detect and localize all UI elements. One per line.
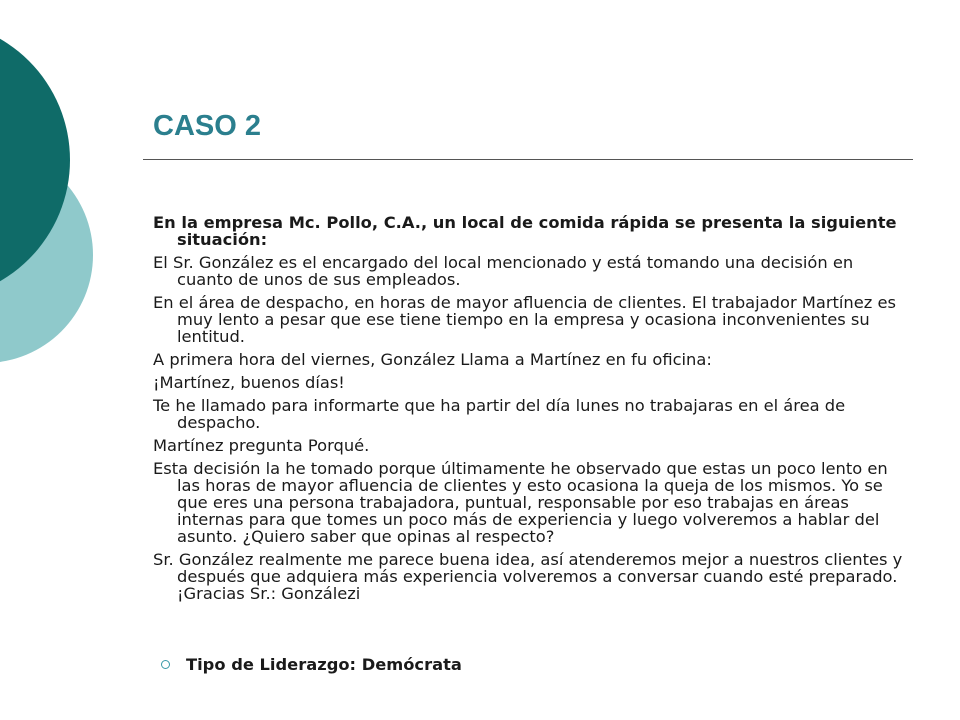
bullet-text: Tipo de Liderazgo: Demócrata [186,655,462,674]
bullet-item [161,655,462,674]
body-paragraph: El Sr. González es el encargado del local mencionado y está tomando una decisión en cuanto de unos de sus empleados. [153,253,854,289]
body-paragraph: Te he llamado para informarte que ha partir del día lunes no trabajaras en el área de despacho. [153,396,846,432]
body-paragraph: En el área de despacho, en horas de mayor afluencia de clientes. El trabajador Martínez es muy lento a pesar que ese tiene tiempo en la empresa y ocasiona inconvenientes su lentitud. [153,293,896,346]
body-paragraph: ¡Martínez, buenos días! [153,373,345,392]
circle-bullet-icon [161,660,170,669]
body-paragraph: A primera hora del viernes, González Llama a Martínez en fu oficina: [153,350,712,369]
body-paragraph: En la empresa Mc. Pollo, C.A., un local de comida rápida se presenta la siguiente situación: [153,213,897,249]
slide-title: CASO 2 [153,110,261,142]
decorative-circles [0,0,120,400]
title-divider [143,159,913,160]
body-paragraph: Martínez pregunta Porqué. [153,436,370,455]
body-paragraph: Sr. González realmente me parece buena idea, así atenderemos mejor a nuestros clientes y después que adquiera más experiencia volveremos a conversar cuando esté preparado. ¡Gracias Sr.: Gonzálezi [153,550,903,603]
slide-body [153,214,908,608]
body-paragraph: Esta decisión la he tomado porque últimamente he observado que estas un poco lento en las horas de mayor afluencia de clientes y esto ocasiona la queja de los mismos. Yo se que eres una persona trabajadora, puntual, responsable por eso trabajas en áreas internas para que tomes un poco más de experiencia y luego volveremos a hablar del asunto. ¿Quiero saber que opinas al respecto? [153,459,888,546]
